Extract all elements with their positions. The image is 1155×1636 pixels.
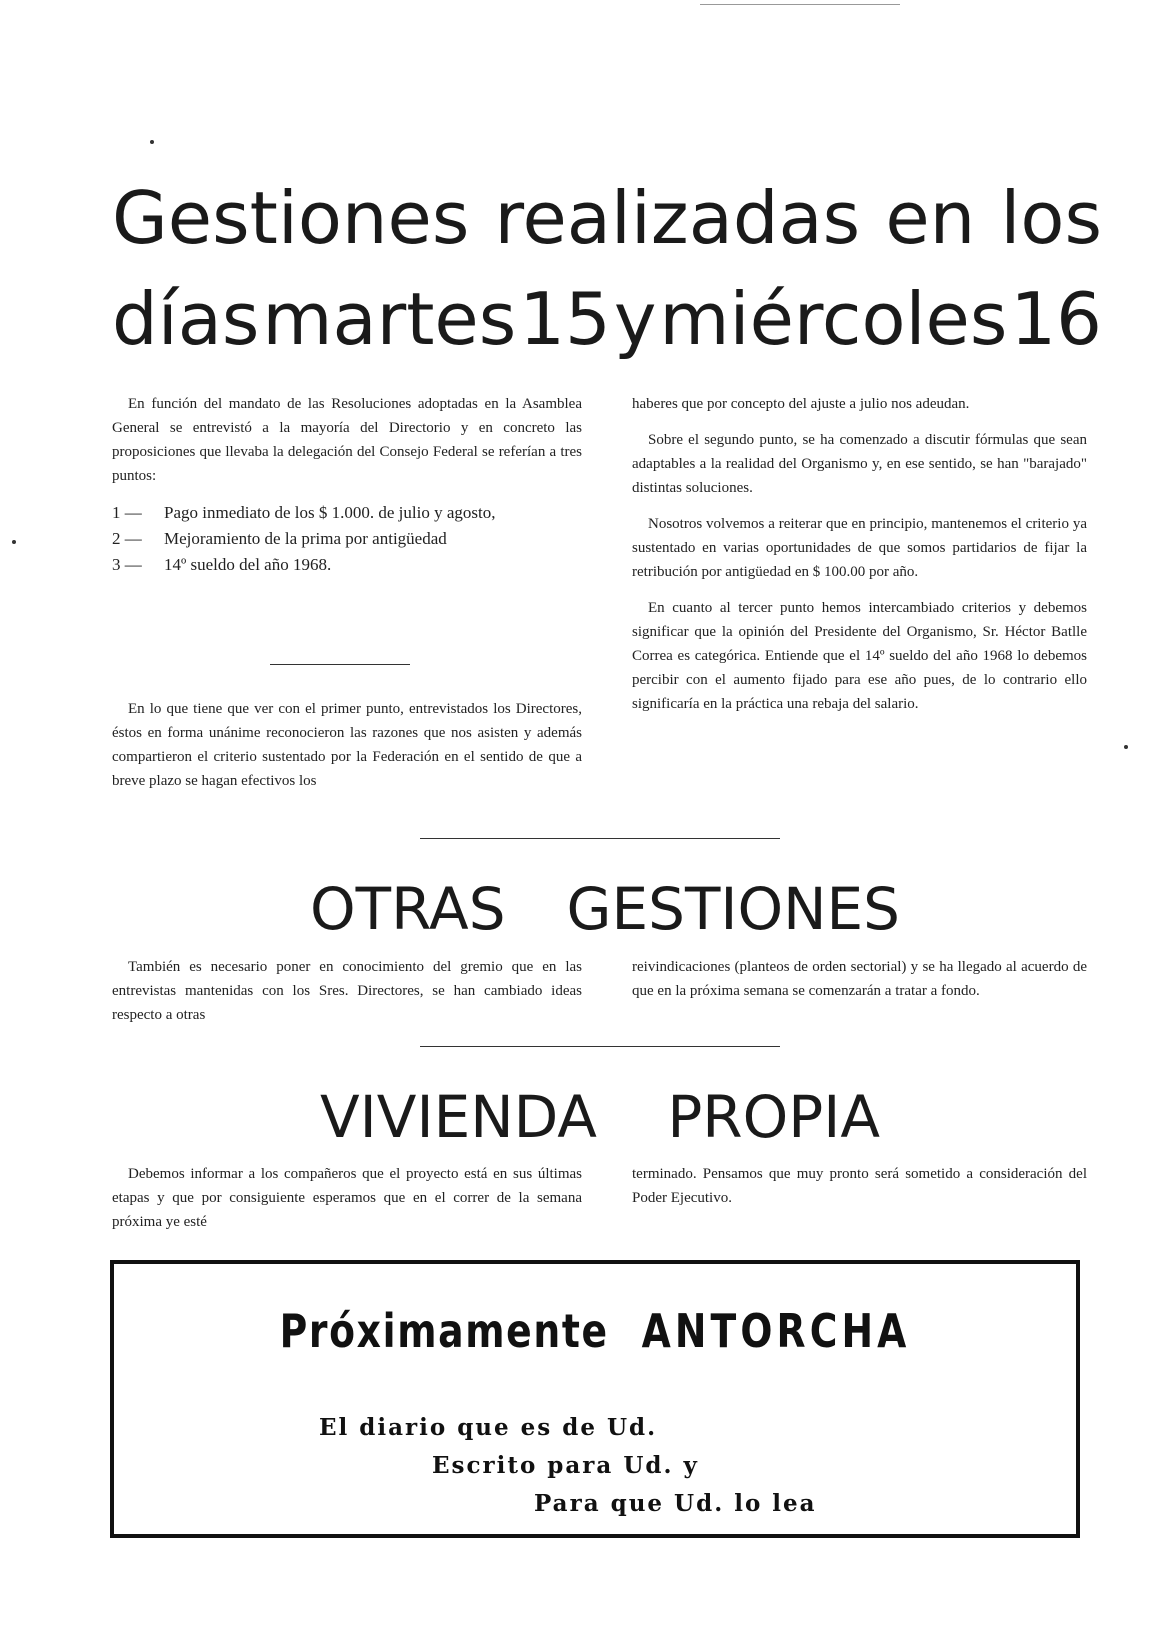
article-right-column (632, 392, 1087, 728)
point-text: Pago inmediato de los $ 1.000. de julio y agosto, (164, 503, 496, 522)
short-divider (270, 664, 410, 665)
ad-brand-name: ANTORCHA (641, 1304, 911, 1358)
vivienda-paragraph: terminado. Pensamos que muy pronto será sometido a consideración del Poder Ejecutivo. (632, 1166, 1087, 1206)
otras-paragraph: reivindicaciones (planteos de orden sectorial) y se ha llegado al acuerdo de que en la próxima semana se comenzarán a tratar a fondo. (632, 959, 1087, 999)
point-number: 1 — (112, 503, 142, 522)
list-item (112, 552, 582, 578)
ad-tagline-1: El diario que es de Ud. (319, 1414, 658, 1441)
points-list (112, 500, 582, 578)
section-title-word: PROPIA (667, 1083, 880, 1151)
list-item (112, 526, 582, 552)
ad-headline-text: Próximamente (279, 1304, 609, 1358)
point-number: 2 — (112, 529, 142, 548)
headline-line-2 (112, 277, 1112, 361)
headline-word: realizadas (494, 176, 861, 260)
headline-word: martes (262, 277, 517, 361)
headline-word: miércoles (659, 277, 1008, 361)
ad-headline (201, 1304, 990, 1358)
point-number: 3 — (112, 555, 142, 574)
point-text: Mejoramiento de la prima por antigüedad (164, 529, 447, 548)
section-divider (420, 1046, 780, 1047)
headline-word: días (112, 277, 260, 361)
article-paragraph: Sobre el segundo punto, se ha comenzado a discutir fórmulas que sean adaptables a la realidad del Organismo y, en ese sentido, se han "barajado" distintas soluciones. (632, 432, 1087, 496)
print-speck (12, 540, 16, 544)
article-paragraph: haberes que por concepto del ajuste a julio nos adeudan. (632, 396, 970, 412)
article-left-column-cont (112, 697, 582, 805)
headline-word: 16 (1010, 277, 1102, 361)
vivienda-left-column (112, 1162, 582, 1246)
vivienda-right-column (632, 1162, 1087, 1222)
print-speck (150, 140, 154, 144)
article-left-column (112, 392, 582, 588)
article-paragraph: En lo que tiene que ver con el primer punto, entrevistados los Directores, éstos en forma unánime reconocieron las razones que nos asisten y además compartieron el criterio sustentado por la Federación en el sentido de que a breve plazo se hagan efectivos los (112, 701, 582, 789)
section-title-otras (310, 875, 900, 943)
point-text: 14º sueldo del año 1968. (164, 555, 332, 574)
list-item (112, 500, 582, 526)
section-title-word: OTRAS (310, 875, 506, 943)
vivienda-paragraph: Debemos informar a los compañeros que el proyecto está en sus últimas etapas y que por consiguiente esperamos que en el correr de la semana próxima ye esté (112, 1166, 582, 1230)
section-title-word: GESTIONES (566, 875, 900, 943)
section-divider (420, 838, 780, 839)
headline-word: en (885, 176, 976, 260)
print-speck (1124, 745, 1128, 749)
otras-left-column (112, 955, 582, 1039)
ad-tagline-3: Para que Ud. lo lea (534, 1490, 817, 1517)
article-paragraph: Nosotros volvemos a reiterar que en principio, mantenemos el criterio ya sustentado en varias oportunidades de que somos partidarios de fijar la retribución por antigüedad en $ 100.00 por año. (632, 516, 1087, 580)
top-rule (700, 4, 900, 5)
headline-word: los (1000, 176, 1102, 260)
headline-line-1 (112, 176, 1112, 260)
ad-tagline-2: Escrito para Ud. y (432, 1452, 699, 1479)
otras-paragraph: También es necesario poner en conocimiento del gremio que en las entrevistas mantenidas con los Sres. Directores, se han cambiado ideas respecto a otras (112, 959, 582, 1023)
section-title-word: VIVIENDA (320, 1083, 597, 1151)
otras-right-column (632, 955, 1087, 1015)
headline-word: y (613, 277, 657, 361)
section-title-vivienda (320, 1083, 880, 1151)
article-intro: En función del mandato de las Resoluciones adoptadas en la Asamblea General se entrevistó a la mayoría del Directorio y en concreto las proposiciones que llevaba la delegación del Consejo Federal se referían a tres puntos: (112, 396, 582, 484)
headline-word: 15 (519, 277, 611, 361)
antorcha-ad-box (110, 1260, 1080, 1538)
headline-word: Gestiones (112, 176, 470, 260)
article-paragraph: En cuanto al tercer punto hemos intercambiado criterios y debemos significar que la opinión del Presidente del Organismo, Sr. Héctor Batlle Correa es categórica. Entiende que el 14º sueldo del año 1968 lo debemos percibir con el aumento fijado para ese año pues, de lo contrario ello significaría en la práctica una rebaja del salario. (632, 600, 1087, 712)
